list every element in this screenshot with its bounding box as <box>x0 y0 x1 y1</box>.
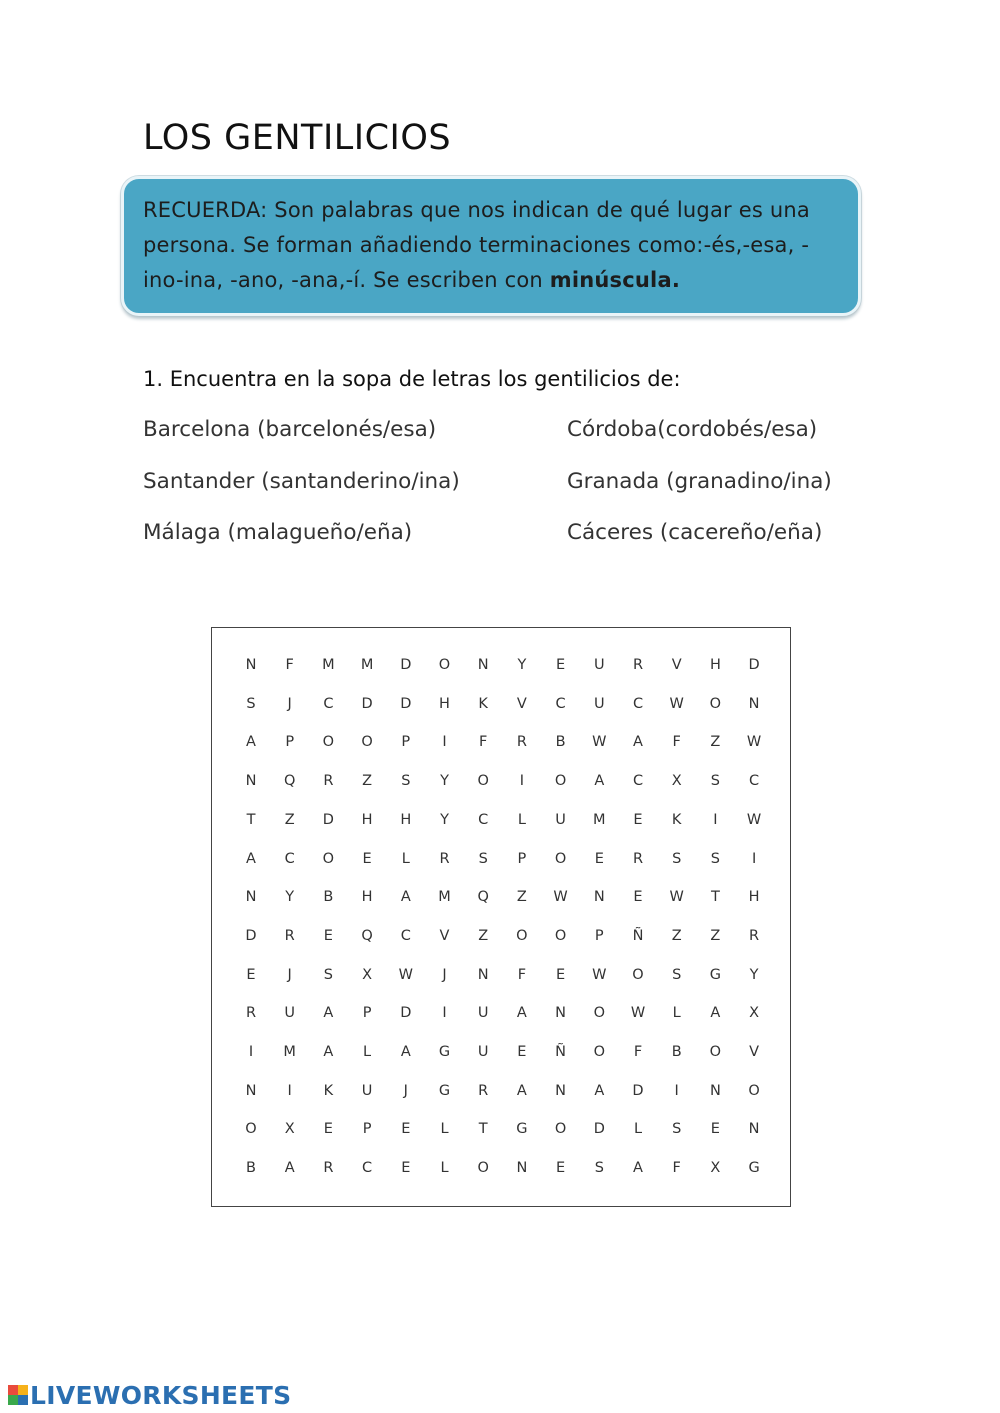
grid-letter[interactable]: E <box>362 850 372 867</box>
grid-letter[interactable]: P <box>517 850 527 867</box>
grid-letter[interactable]: R <box>749 927 760 944</box>
grid-letter[interactable]: O <box>709 1044 722 1060</box>
word-search-grid <box>211 627 791 1207</box>
grid-letter[interactable]: I <box>751 850 757 867</box>
grid-letter[interactable]: G <box>438 1082 451 1099</box>
grid-letter[interactable]: A <box>400 889 411 906</box>
grid-letter[interactable]: H <box>709 657 721 673</box>
grid-letter[interactable]: C <box>400 927 411 944</box>
grid-letter[interactable]: U <box>477 1005 489 1022</box>
reminder-body: RECUERDA: Son palabras que nos indican de qué lugar es una persona. Se forman añadiendo terminaciones como:-és,-esa, -ino-ina, -ano, -ana,-í. Se escriben con <box>143 198 810 292</box>
grid-letter[interactable]: H <box>400 811 412 828</box>
grid-letter[interactable]: D <box>748 657 760 673</box>
grid-letter[interactable]: O <box>554 927 567 944</box>
grid-letter[interactable]: Z <box>516 889 527 906</box>
grid-letter[interactable]: P <box>362 1121 372 1138</box>
grid-letter[interactable]: J <box>403 1082 408 1099</box>
grid-letter[interactable]: D <box>400 657 412 673</box>
grid-letter[interactable]: W <box>553 889 568 906</box>
grid-letter[interactable]: A <box>633 734 643 751</box>
grid-letter[interactable]: N <box>709 1082 721 1099</box>
grid-letter[interactable]: E <box>556 657 566 673</box>
grid-letter[interactable]: D <box>593 1121 605 1138</box>
grid-letter[interactable]: M <box>360 657 374 673</box>
grid-letter[interactable]: I <box>442 1005 447 1022</box>
grid-letter[interactable]: T <box>246 811 256 828</box>
grid-letter[interactable]: E <box>323 927 333 944</box>
grid-letter[interactable]: W <box>630 1005 646 1022</box>
grid-letter[interactable]: L <box>517 811 526 828</box>
grid-letter[interactable]: B <box>555 734 566 751</box>
grid-letter[interactable]: L <box>440 1160 449 1177</box>
grid-letter[interactable]: V <box>439 927 450 944</box>
grid-letter[interactable]: O <box>438 657 451 673</box>
grid-letter[interactable]: N <box>477 657 489 673</box>
grid-letter[interactable]: K <box>323 1082 334 1099</box>
grid-letter[interactable]: U <box>593 657 605 673</box>
grid-letter[interactable]: U <box>477 1044 489 1060</box>
grid-letter[interactable]: X <box>671 773 682 790</box>
grid-letter[interactable]: Y <box>440 811 449 828</box>
grid-letter[interactable]: Ñ <box>632 927 644 944</box>
grid-letter[interactable]: W <box>592 966 607 983</box>
reminder-callout <box>121 176 861 316</box>
grid-letter[interactable]: C <box>284 850 295 867</box>
grid-letter[interactable]: Q <box>477 889 489 906</box>
reminder-text <box>143 193 840 298</box>
grid-letter[interactable]: T <box>710 889 720 906</box>
grid-letter[interactable]: S <box>478 850 488 867</box>
grid-letter[interactable]: A <box>633 1160 643 1177</box>
grid-letter[interactable]: I <box>442 734 447 751</box>
grid-letter[interactable]: F <box>517 966 527 983</box>
grid-letter[interactable]: F <box>633 1044 643 1060</box>
grid-letter[interactable]: Z <box>362 773 373 790</box>
grid-letter[interactable]: J <box>287 966 292 983</box>
grid-letter[interactable]: F <box>479 734 488 751</box>
grid-letter[interactable]: P <box>594 927 604 944</box>
grid-letter[interactable]: X <box>749 1005 760 1022</box>
grid-letter[interactable]: N <box>245 657 257 673</box>
grid-letter[interactable]: Y <box>285 889 295 906</box>
logo-square <box>8 1395 18 1405</box>
grid-letter[interactable]: D <box>400 695 412 712</box>
grid-letter[interactable]: S <box>672 966 682 983</box>
grid-letter[interactable]: O <box>632 966 644 983</box>
grid-letter[interactable]: E <box>401 1160 411 1177</box>
grid-letter[interactable]: H <box>361 811 373 828</box>
grid-letter[interactable]: O <box>361 734 373 751</box>
grid-letter[interactable]: O <box>554 773 567 790</box>
grid-letter[interactable]: A <box>516 1005 527 1022</box>
grid-letter[interactable]: I <box>519 773 525 790</box>
grid-letter[interactable]: N <box>555 1082 567 1099</box>
grid-letter[interactable]: L <box>401 850 410 867</box>
grid-letter[interactable]: S <box>401 773 411 790</box>
grid-letter[interactable]: R <box>323 773 334 790</box>
grid-letter[interactable]: V <box>671 657 682 673</box>
grid-letter[interactable]: Z <box>710 734 721 751</box>
grid-letter[interactable]: C <box>478 811 489 828</box>
grid-letter[interactable]: W <box>398 966 413 983</box>
grid-letter[interactable]: G <box>709 966 722 983</box>
grid-letter[interactable]: R <box>516 734 527 751</box>
grid-letter[interactable]: U <box>284 1005 295 1022</box>
grid-letter[interactable]: S <box>246 695 256 712</box>
grid-letter[interactable]: N <box>245 889 257 906</box>
grid-letter[interactable]: E <box>246 966 256 983</box>
grid-letter[interactable]: C <box>632 695 644 712</box>
grid-letter[interactable]: Y <box>440 773 449 790</box>
grid-letter[interactable]: Ñ <box>555 1044 567 1060</box>
grid-letter[interactable]: W <box>669 695 684 712</box>
grid-letter[interactable]: E <box>401 1121 411 1138</box>
grid-letter[interactable]: S <box>672 1121 682 1138</box>
grid-letter[interactable]: R <box>323 1160 334 1177</box>
grid-letter[interactable]: S <box>672 850 682 867</box>
grid-letter[interactable]: D <box>322 811 334 828</box>
grid-letter[interactable]: N <box>245 1082 257 1099</box>
grid-letter[interactable]: M <box>322 657 335 673</box>
grid-letter[interactable]: A <box>284 1160 295 1177</box>
grid-letter[interactable]: A <box>246 850 256 867</box>
grid-letter[interactable]: Z <box>710 927 721 944</box>
footer-brand <box>8 1381 291 1409</box>
city-item: Granada (granadino/ina) <box>567 469 832 494</box>
grid-letter[interactable]: X <box>710 1160 721 1177</box>
grid-letter[interactable]: W <box>746 734 762 751</box>
logo-square <box>18 1385 28 1395</box>
grid-letter[interactable]: S <box>594 1160 604 1177</box>
grid-letter[interactable]: O <box>554 850 567 867</box>
grid-letter[interactable]: Q <box>283 773 296 790</box>
grid-letter[interactable]: C <box>555 695 566 712</box>
grid-letter[interactable]: A <box>323 1005 334 1022</box>
grid-letter[interactable]: N <box>245 773 257 790</box>
grid-letter[interactable]: V <box>516 695 527 712</box>
grid-letter[interactable]: A <box>246 734 256 751</box>
grid-letter[interactable]: N <box>477 966 489 983</box>
grid-letter[interactable]: O <box>516 927 528 944</box>
grid-letter[interactable]: T <box>478 1121 488 1138</box>
grid-letter[interactable]: R <box>284 927 295 944</box>
grid-letter[interactable]: F <box>672 734 681 751</box>
grid-letter[interactable]: B <box>246 1160 256 1177</box>
grid-letter[interactable]: A <box>323 1044 334 1060</box>
liveworksheets-logo-icon <box>8 1385 28 1405</box>
grid-letter[interactable]: G <box>438 1044 451 1060</box>
grid-letter[interactable]: U <box>361 1082 373 1099</box>
grid-letter[interactable]: H <box>361 889 373 906</box>
grid-letter[interactable]: W <box>592 734 607 751</box>
grid-letter[interactable]: R <box>478 1082 489 1099</box>
grid-letter[interactable]: E <box>323 1121 333 1138</box>
city-item: Málaga (malagueño/eña) <box>143 520 413 545</box>
grid-letter[interactable]: C <box>632 773 644 790</box>
grid-letter[interactable]: E <box>633 889 643 906</box>
grid-letter[interactable]: D <box>632 1082 644 1099</box>
page-title: LOS GENTILICIOS <box>143 118 452 158</box>
grid-letter[interactable]: J <box>442 966 447 983</box>
grid-letter[interactable]: B <box>671 1044 682 1060</box>
grid-letter[interactable]: K <box>671 811 682 828</box>
grid-letter[interactable]: N <box>516 1160 528 1177</box>
grid-letter[interactable]: V <box>749 1044 760 1060</box>
grid-letter[interactable]: S <box>323 966 333 983</box>
grid-letter[interactable]: A <box>710 1005 721 1022</box>
grid-letter[interactable]: G <box>748 1160 760 1177</box>
grid-letter[interactable]: F <box>285 657 294 673</box>
grid-letter[interactable]: G <box>516 1121 528 1138</box>
grid-letter[interactable]: H <box>748 889 760 906</box>
grid-letter[interactable]: S <box>710 850 720 867</box>
grid-letter[interactable]: E <box>517 1044 527 1060</box>
grid-letter[interactable]: L <box>672 1005 681 1022</box>
grid-letter[interactable]: W <box>746 811 762 828</box>
grid-letter[interactable]: Z <box>478 927 489 944</box>
grid-letter[interactable]: U <box>593 695 605 712</box>
grid-letter[interactable]: R <box>439 850 450 867</box>
grid-letter[interactable]: X <box>284 1121 295 1138</box>
grid-letter[interactable]: E <box>594 850 604 867</box>
grid-letter[interactable]: D <box>245 927 257 944</box>
exercise-instruction: 1. Encuentra en la sopa de letras los gentilicios de: <box>143 367 681 391</box>
grid-letter[interactable]: O <box>748 1082 760 1099</box>
city-item: Barcelona (barcelonés/esa) <box>143 417 437 442</box>
grid-letter[interactable]: W <box>669 889 684 906</box>
city-item: Cáceres (cacereño/eña) <box>567 520 823 545</box>
grid-letter[interactable]: I <box>287 1082 292 1099</box>
grid-letter[interactable]: E <box>633 811 643 828</box>
grid-letter[interactable]: A <box>594 1082 605 1099</box>
grid-letter[interactable]: M <box>593 811 606 828</box>
grid-letter[interactable]: D <box>400 1005 412 1022</box>
grid-letter[interactable]: N <box>593 889 605 906</box>
grid-letter[interactable]: O <box>477 1160 489 1177</box>
grid-letter[interactable]: M <box>438 889 451 906</box>
grid-letter[interactable]: O <box>245 1121 257 1138</box>
grid-letter[interactable]: I <box>248 1044 254 1060</box>
grid-letter[interactable]: O <box>709 695 722 712</box>
grid-letter[interactable]: O <box>554 1121 567 1138</box>
grid-letter[interactable]: Q <box>361 927 373 944</box>
grid-letter[interactable]: P <box>401 734 411 751</box>
reminder-bold-word: minúscula. <box>549 268 680 292</box>
logo-square <box>8 1385 18 1395</box>
grid-letter[interactable]: U <box>555 811 566 828</box>
grid-letter[interactable]: L <box>440 1121 449 1138</box>
grid-letter[interactable]: O <box>593 1005 605 1022</box>
grid-letter[interactable]: Z <box>284 811 295 828</box>
grid-letter[interactable]: N <box>748 695 760 712</box>
grid-letter[interactable]: F <box>672 1160 681 1177</box>
grid-letter[interactable]: S <box>710 773 720 790</box>
grid-letter[interactable]: O <box>477 773 489 790</box>
grid-letter[interactable]: I <box>674 1082 679 1099</box>
grid-letter[interactable]: A <box>400 1044 411 1060</box>
logo-square <box>18 1395 28 1405</box>
grid-letter[interactable]: D <box>361 695 373 712</box>
grid-letter[interactable]: C <box>362 1160 373 1177</box>
grid-letter[interactable]: C <box>749 773 760 790</box>
grid-letter[interactable]: E <box>556 1160 566 1177</box>
grid-letter[interactable]: A <box>594 773 605 790</box>
grid-letter[interactable]: L <box>363 1044 372 1060</box>
grid-letter[interactable]: A <box>516 1082 527 1099</box>
city-item: Córdoba(cordobés/esa) <box>567 417 818 442</box>
grid-letter[interactable]: J <box>287 695 292 712</box>
grid-letter[interactable]: O <box>593 1044 605 1060</box>
grid-letter[interactable]: N <box>555 1005 567 1022</box>
city-item: Santander (santanderino/ina) <box>143 469 460 494</box>
grid-letter[interactable]: C <box>323 695 334 712</box>
grid-letter[interactable]: L <box>633 1121 643 1138</box>
grid-letter[interactable]: N <box>748 1121 760 1138</box>
grid-letter[interactable]: K <box>478 695 488 712</box>
grid-letter[interactable]: I <box>713 811 718 828</box>
grid-letter[interactable]: R <box>632 850 644 867</box>
grid-letter[interactable]: H <box>439 695 450 712</box>
grid-letter[interactable]: Z <box>671 927 682 944</box>
grid-letter[interactable]: B <box>323 889 334 906</box>
grid-letter[interactable]: P <box>285 734 295 751</box>
grid-letter[interactable]: E <box>710 1121 720 1138</box>
grid-letter[interactable]: M <box>283 1044 296 1060</box>
grid-letter[interactable]: X <box>362 966 373 983</box>
grid-letter[interactable]: O <box>322 850 335 867</box>
grid-letter[interactable]: Y <box>517 657 527 673</box>
grid-letter[interactable]: O <box>322 734 335 751</box>
grid-letter[interactable]: R <box>632 657 644 673</box>
brand-name: LIVEWORKSHEETS <box>30 1380 292 1410</box>
grid-letter[interactable]: E <box>556 966 566 983</box>
grid-letter[interactable]: Y <box>749 966 759 983</box>
grid-letter[interactable]: P <box>362 1005 372 1022</box>
grid-letter[interactable]: R <box>245 1005 257 1022</box>
